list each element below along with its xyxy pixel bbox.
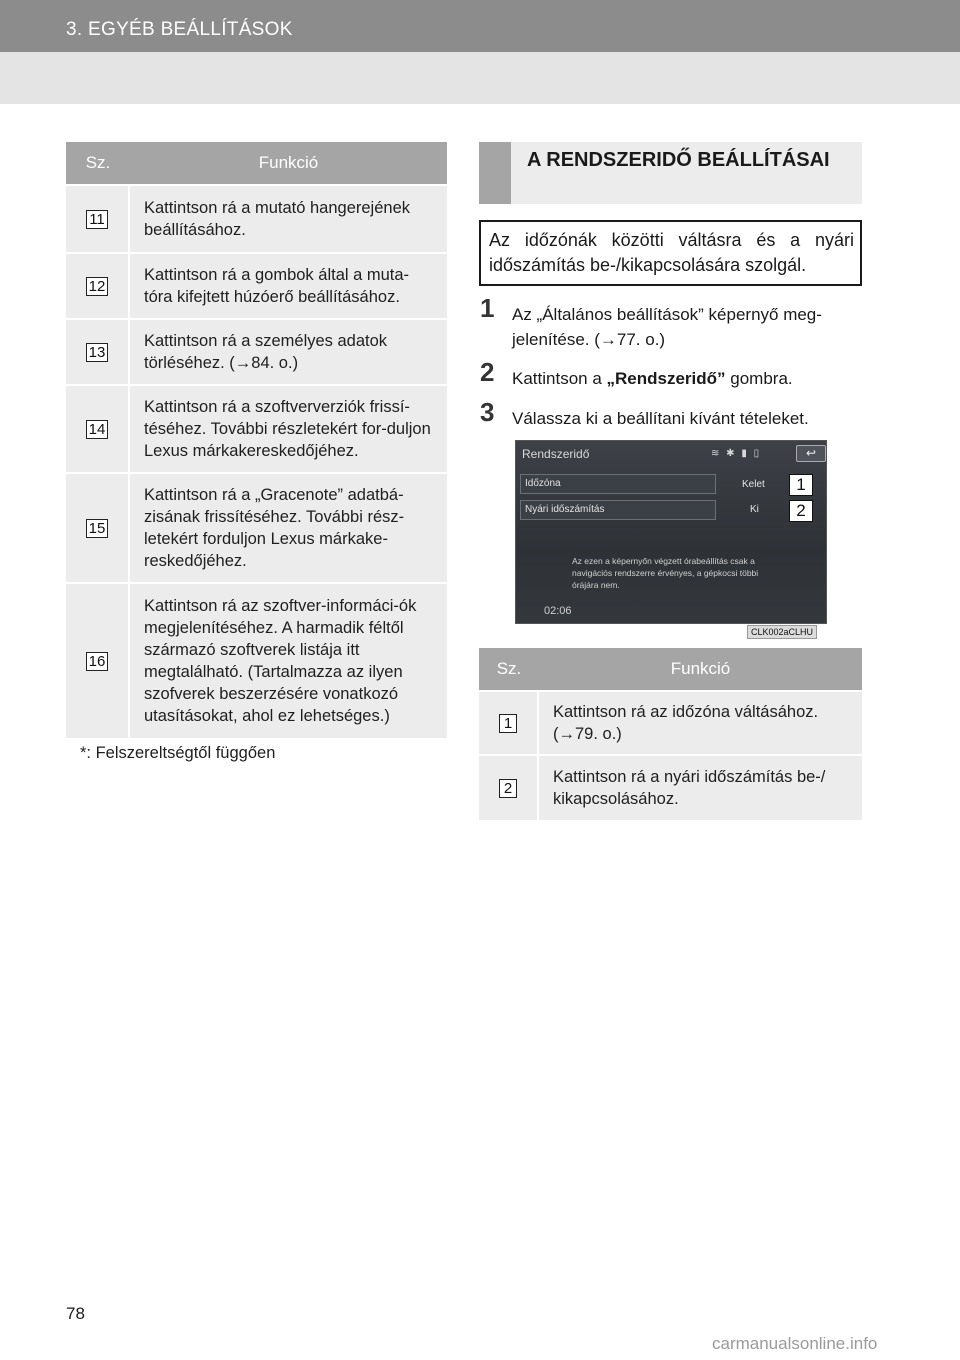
section-header — [479, 142, 862, 204]
footnote: *: Felszereltségtől függően — [80, 744, 276, 762]
table-row — [479, 690, 862, 754]
section-title: 3. EGYÉB BEÁLLÍTÁSOK — [66, 19, 293, 40]
step-number: 3 — [480, 397, 495, 427]
function-table-right — [479, 648, 862, 820]
dst-value: Ki — [750, 504, 759, 515]
row-number-badge: 1 — [499, 714, 517, 733]
header-bar — [0, 0, 960, 52]
step-text: Válassza ki a beállítani kívánt tételeket. — [512, 409, 809, 428]
screen-title: Rendszeridő — [522, 447, 590, 461]
table-header-row — [479, 648, 862, 690]
step-1 — [480, 293, 862, 352]
dst-label: Nyári időszámítás — [525, 504, 605, 515]
dst-row[interactable] — [520, 500, 716, 520]
step-button-name: „Rendszeridő” — [606, 369, 726, 388]
table-row — [66, 384, 447, 472]
step-number: 2 — [480, 357, 495, 387]
column-header-function: Funkció — [670, 659, 731, 678]
step-text: gombra. — [725, 369, 793, 388]
column-header-number: Sz. — [496, 659, 522, 678]
section-heading: A RENDSZERIDŐ BEÁLLÍTÁSAI — [527, 149, 830, 171]
back-arrow-icon: ↩ — [805, 446, 817, 460]
header-subbar — [0, 52, 960, 104]
info-box: Az időzónák közötti váltásra és a nyári időszámítás be-/kikapcsolására szolgál. — [479, 220, 862, 286]
system-time-screen — [515, 440, 827, 624]
table-row — [479, 754, 862, 820]
screen-clock: 02:06 — [544, 605, 572, 617]
row-function-text: Kattintson rá a „Gracenote” adatbá-zisának frissítéséhez. További rész-letekért forduljon Lexus márkake-reskedőjéhez. — [144, 486, 405, 570]
callout-2: 2 — [789, 500, 813, 522]
row-number-badge: 14 — [86, 420, 109, 439]
table-row — [66, 252, 447, 318]
row-number-badge: 2 — [499, 779, 517, 798]
row-number-badge: 16 — [86, 652, 109, 671]
table-row — [66, 318, 447, 384]
bluetooth-icon: ✱ — [726, 448, 737, 459]
row-function-text: Kattintson rá a szoftververziók frissí-téséhez. További részletekért for-duljon Lexus márkakereskedőjéhez. — [144, 398, 431, 460]
table-header-row — [66, 142, 447, 184]
row-function-text: Kattintson rá a gombok által a muta-tóra kifejtett húzóerő beállításához. — [144, 266, 410, 306]
status-icons — [711, 448, 761, 459]
timezone-row[interactable] — [520, 474, 716, 494]
row-number-badge: 11 — [86, 210, 108, 229]
battery-icon: ▯ — [753, 448, 762, 459]
back-button[interactable] — [796, 445, 826, 462]
image-code: CLK002aCLHU — [747, 625, 817, 639]
row-number-badge: 15 — [86, 519, 109, 538]
column-header-function: Funkció — [258, 153, 319, 172]
page-number: 78 — [66, 1304, 85, 1323]
column-header-number: Sz. — [85, 153, 111, 172]
timezone-value: Kelet — [742, 479, 765, 490]
watermark: carmanualsonline.info — [712, 1334, 878, 1353]
table-row — [66, 582, 447, 738]
step-3 — [480, 397, 862, 432]
step-text: Az „Általános beállítások” képernyő meg-jelenítése. (→77. o.) — [512, 305, 822, 349]
step-number: 1 — [480, 293, 495, 323]
row-function-text: Kattintson rá a személyes adatok törléséhez. (→84. o.) — [144, 332, 388, 372]
table-row — [66, 184, 447, 252]
timezone-label: Időzóna — [525, 478, 561, 489]
row-function-text: Kattintson rá az szoftver-informáci-ók megjelenítéséhez. A harmadik féltől származó szoftverek listája itt megtalálható. (Tartalmazza az ilyen szofverek beszerzésére vonatkozó utasításokat, ahol ez lehetséges.) — [144, 597, 417, 725]
step-2 — [480, 357, 862, 392]
row-function-text: Kattintson rá a mutató hangerejének beállításához. — [144, 199, 411, 239]
row-function-text: Kattintson rá az időzóna váltásához. (→79. o.) — [553, 703, 819, 743]
wifi-icon: ≋ — [711, 448, 722, 459]
function-table-left — [66, 142, 447, 738]
row-function-text: Kattintson rá a nyári időszámítás be-/ kikapcsolásához. — [553, 768, 826, 808]
step-text: Kattintson a — [512, 369, 607, 388]
screen-message: Az ezen a képernyőn végzett órabeállítás csak a navigációs rendszerre érvényes, a gépkocsi többi órájára nem. — [572, 556, 759, 590]
row-number-badge: 12 — [86, 277, 109, 296]
section-accent-bar — [479, 142, 511, 204]
row-number-badge: 13 — [86, 343, 109, 362]
signal-icon: ▮ — [741, 448, 749, 459]
callout-1: 1 — [789, 474, 813, 496]
table-row — [66, 472, 447, 582]
